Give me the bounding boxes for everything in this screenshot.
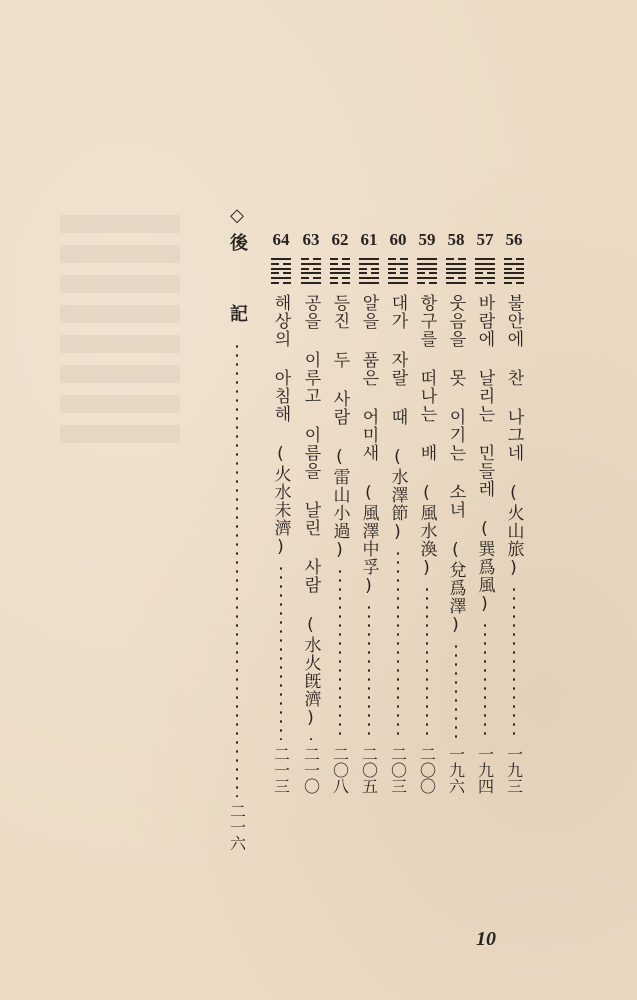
chapter-number: 58 bbox=[447, 230, 465, 249]
leader-dots bbox=[280, 564, 282, 740]
solid-line bbox=[301, 263, 321, 265]
hexagram-icon bbox=[446, 258, 466, 284]
chapter-number: 56 bbox=[505, 230, 523, 249]
hexagram-icon bbox=[330, 258, 350, 284]
toc-entry[interactable] bbox=[383, 228, 413, 794]
leader-dots bbox=[484, 621, 486, 740]
afterword-entry[interactable] bbox=[222, 205, 252, 851]
leader-dots bbox=[236, 342, 238, 797]
solid-line bbox=[359, 258, 379, 260]
solid-line bbox=[504, 277, 524, 279]
chapter-title: 해상의 아침해 (火水未濟) bbox=[270, 294, 291, 558]
broken-line bbox=[388, 272, 408, 274]
broken-line bbox=[475, 272, 495, 274]
hexagram-icon bbox=[271, 258, 291, 284]
chapter-number: 57 bbox=[476, 230, 494, 249]
chapter-number: 61 bbox=[360, 230, 378, 249]
leader-dots bbox=[397, 549, 399, 740]
solid-line bbox=[446, 263, 466, 265]
solid-line bbox=[359, 277, 379, 279]
leader-dots bbox=[339, 567, 341, 740]
solid-line bbox=[330, 272, 350, 274]
chapter-page: 二〇〇 bbox=[417, 746, 437, 794]
solid-line bbox=[475, 277, 495, 279]
leader-dots bbox=[368, 603, 370, 740]
page-number: 10 bbox=[476, 928, 496, 950]
toc-entry[interactable] bbox=[412, 228, 442, 794]
solid-line bbox=[271, 268, 291, 270]
hexagram-icon bbox=[359, 258, 379, 284]
chapter-title: 대가 자랄 때 (水澤節) bbox=[387, 294, 408, 543]
chapter-title: 항구를 떠나는 배 (風水渙) bbox=[416, 294, 437, 579]
broken-line bbox=[359, 272, 379, 274]
afterword-page: 二一六 bbox=[227, 803, 247, 851]
chapter-title: 알을 품은 어미새 (風澤中孚) bbox=[358, 294, 379, 597]
broken-line bbox=[504, 282, 524, 284]
solid-line bbox=[417, 268, 437, 270]
broken-line bbox=[446, 258, 466, 260]
solid-line bbox=[446, 268, 466, 270]
leader-dots bbox=[455, 642, 457, 740]
solid-line bbox=[504, 263, 524, 265]
broken-line bbox=[271, 272, 291, 274]
chapter-page: 二〇八 bbox=[330, 746, 350, 794]
solid-line bbox=[301, 272, 321, 274]
chapter-title: 공을 이루고 이름을 날린 사람 (水火旣濟) bbox=[300, 294, 321, 729]
chapter-page: 一九四 bbox=[475, 746, 495, 794]
solid-line bbox=[271, 277, 291, 279]
broken-line bbox=[417, 282, 437, 284]
solid-line bbox=[388, 263, 408, 265]
chapter-page: 二一〇 bbox=[301, 746, 321, 794]
hexagram-icon bbox=[388, 258, 408, 284]
solid-line bbox=[271, 258, 291, 260]
chapter-title: 불안에 찬 나그네 (火山旅) bbox=[503, 294, 524, 579]
leader-dots bbox=[310, 735, 312, 740]
broken-line bbox=[504, 268, 524, 270]
broken-line bbox=[417, 272, 437, 274]
broken-line bbox=[330, 282, 350, 284]
chapter-page: 二一三 bbox=[271, 746, 291, 794]
solid-line bbox=[388, 277, 408, 279]
broken-line bbox=[301, 277, 321, 279]
toc-entry[interactable] bbox=[325, 228, 355, 794]
solid-line bbox=[446, 272, 466, 274]
broken-line bbox=[330, 258, 350, 260]
solid-line bbox=[417, 258, 437, 260]
chapter-page: 一九六 bbox=[446, 746, 466, 794]
hexagram-icon bbox=[417, 258, 437, 284]
toc-entry[interactable] bbox=[470, 228, 500, 794]
broken-line bbox=[475, 282, 495, 284]
solid-line bbox=[301, 282, 321, 284]
chapter-page: 二〇三 bbox=[388, 746, 408, 794]
solid-line bbox=[475, 263, 495, 265]
chapter-number: 62 bbox=[331, 230, 349, 249]
broken-line bbox=[330, 277, 350, 279]
hexagram-icon bbox=[301, 258, 321, 284]
toc-entry[interactable] bbox=[441, 228, 471, 794]
solid-line bbox=[475, 258, 495, 260]
broken-line bbox=[388, 268, 408, 270]
chapter-title: 웃음을 못 이기는 소녀 (兌爲澤) bbox=[445, 294, 466, 636]
solid-line bbox=[388, 282, 408, 284]
toc-entry[interactable] bbox=[499, 228, 529, 794]
broken-line bbox=[271, 263, 291, 265]
solid-line bbox=[359, 282, 379, 284]
show-through-text bbox=[60, 215, 180, 815]
chapter-number: 60 bbox=[389, 230, 407, 249]
chapter-title: 바람에 날리는 민들레 (巽爲風) bbox=[474, 294, 495, 615]
chapter-page: 一九三 bbox=[504, 746, 524, 794]
hexagram-icon bbox=[504, 258, 524, 284]
solid-line bbox=[417, 263, 437, 265]
chapter-title: 등진 두 사람 (雷山小過) bbox=[329, 294, 350, 561]
broken-line bbox=[301, 268, 321, 270]
broken-line bbox=[271, 282, 291, 284]
chapter-page: 二〇五 bbox=[359, 746, 379, 794]
broken-line bbox=[446, 277, 466, 279]
broken-line bbox=[301, 258, 321, 260]
chapter-number: 63 bbox=[302, 230, 320, 249]
solid-line bbox=[475, 268, 495, 270]
afterword-title: 後 記 bbox=[227, 233, 248, 338]
toc-entry[interactable] bbox=[354, 228, 384, 794]
broken-line bbox=[359, 268, 379, 270]
leader-dots bbox=[513, 585, 515, 740]
broken-line bbox=[388, 258, 408, 260]
solid-line bbox=[504, 272, 524, 274]
solid-line bbox=[330, 268, 350, 270]
leader-dots bbox=[426, 585, 428, 740]
hexagram-icon bbox=[475, 258, 495, 284]
broken-line bbox=[330, 263, 350, 265]
chapter-number: 64 bbox=[272, 230, 290, 249]
solid-line bbox=[446, 282, 466, 284]
solid-line bbox=[417, 277, 437, 279]
toc-entry[interactable] bbox=[296, 228, 326, 794]
chapter-number: 59 bbox=[418, 230, 436, 249]
broken-line bbox=[504, 258, 524, 260]
diamond-marker: ◇ bbox=[230, 205, 244, 226]
toc-entry[interactable] bbox=[266, 228, 296, 794]
solid-line bbox=[359, 263, 379, 265]
